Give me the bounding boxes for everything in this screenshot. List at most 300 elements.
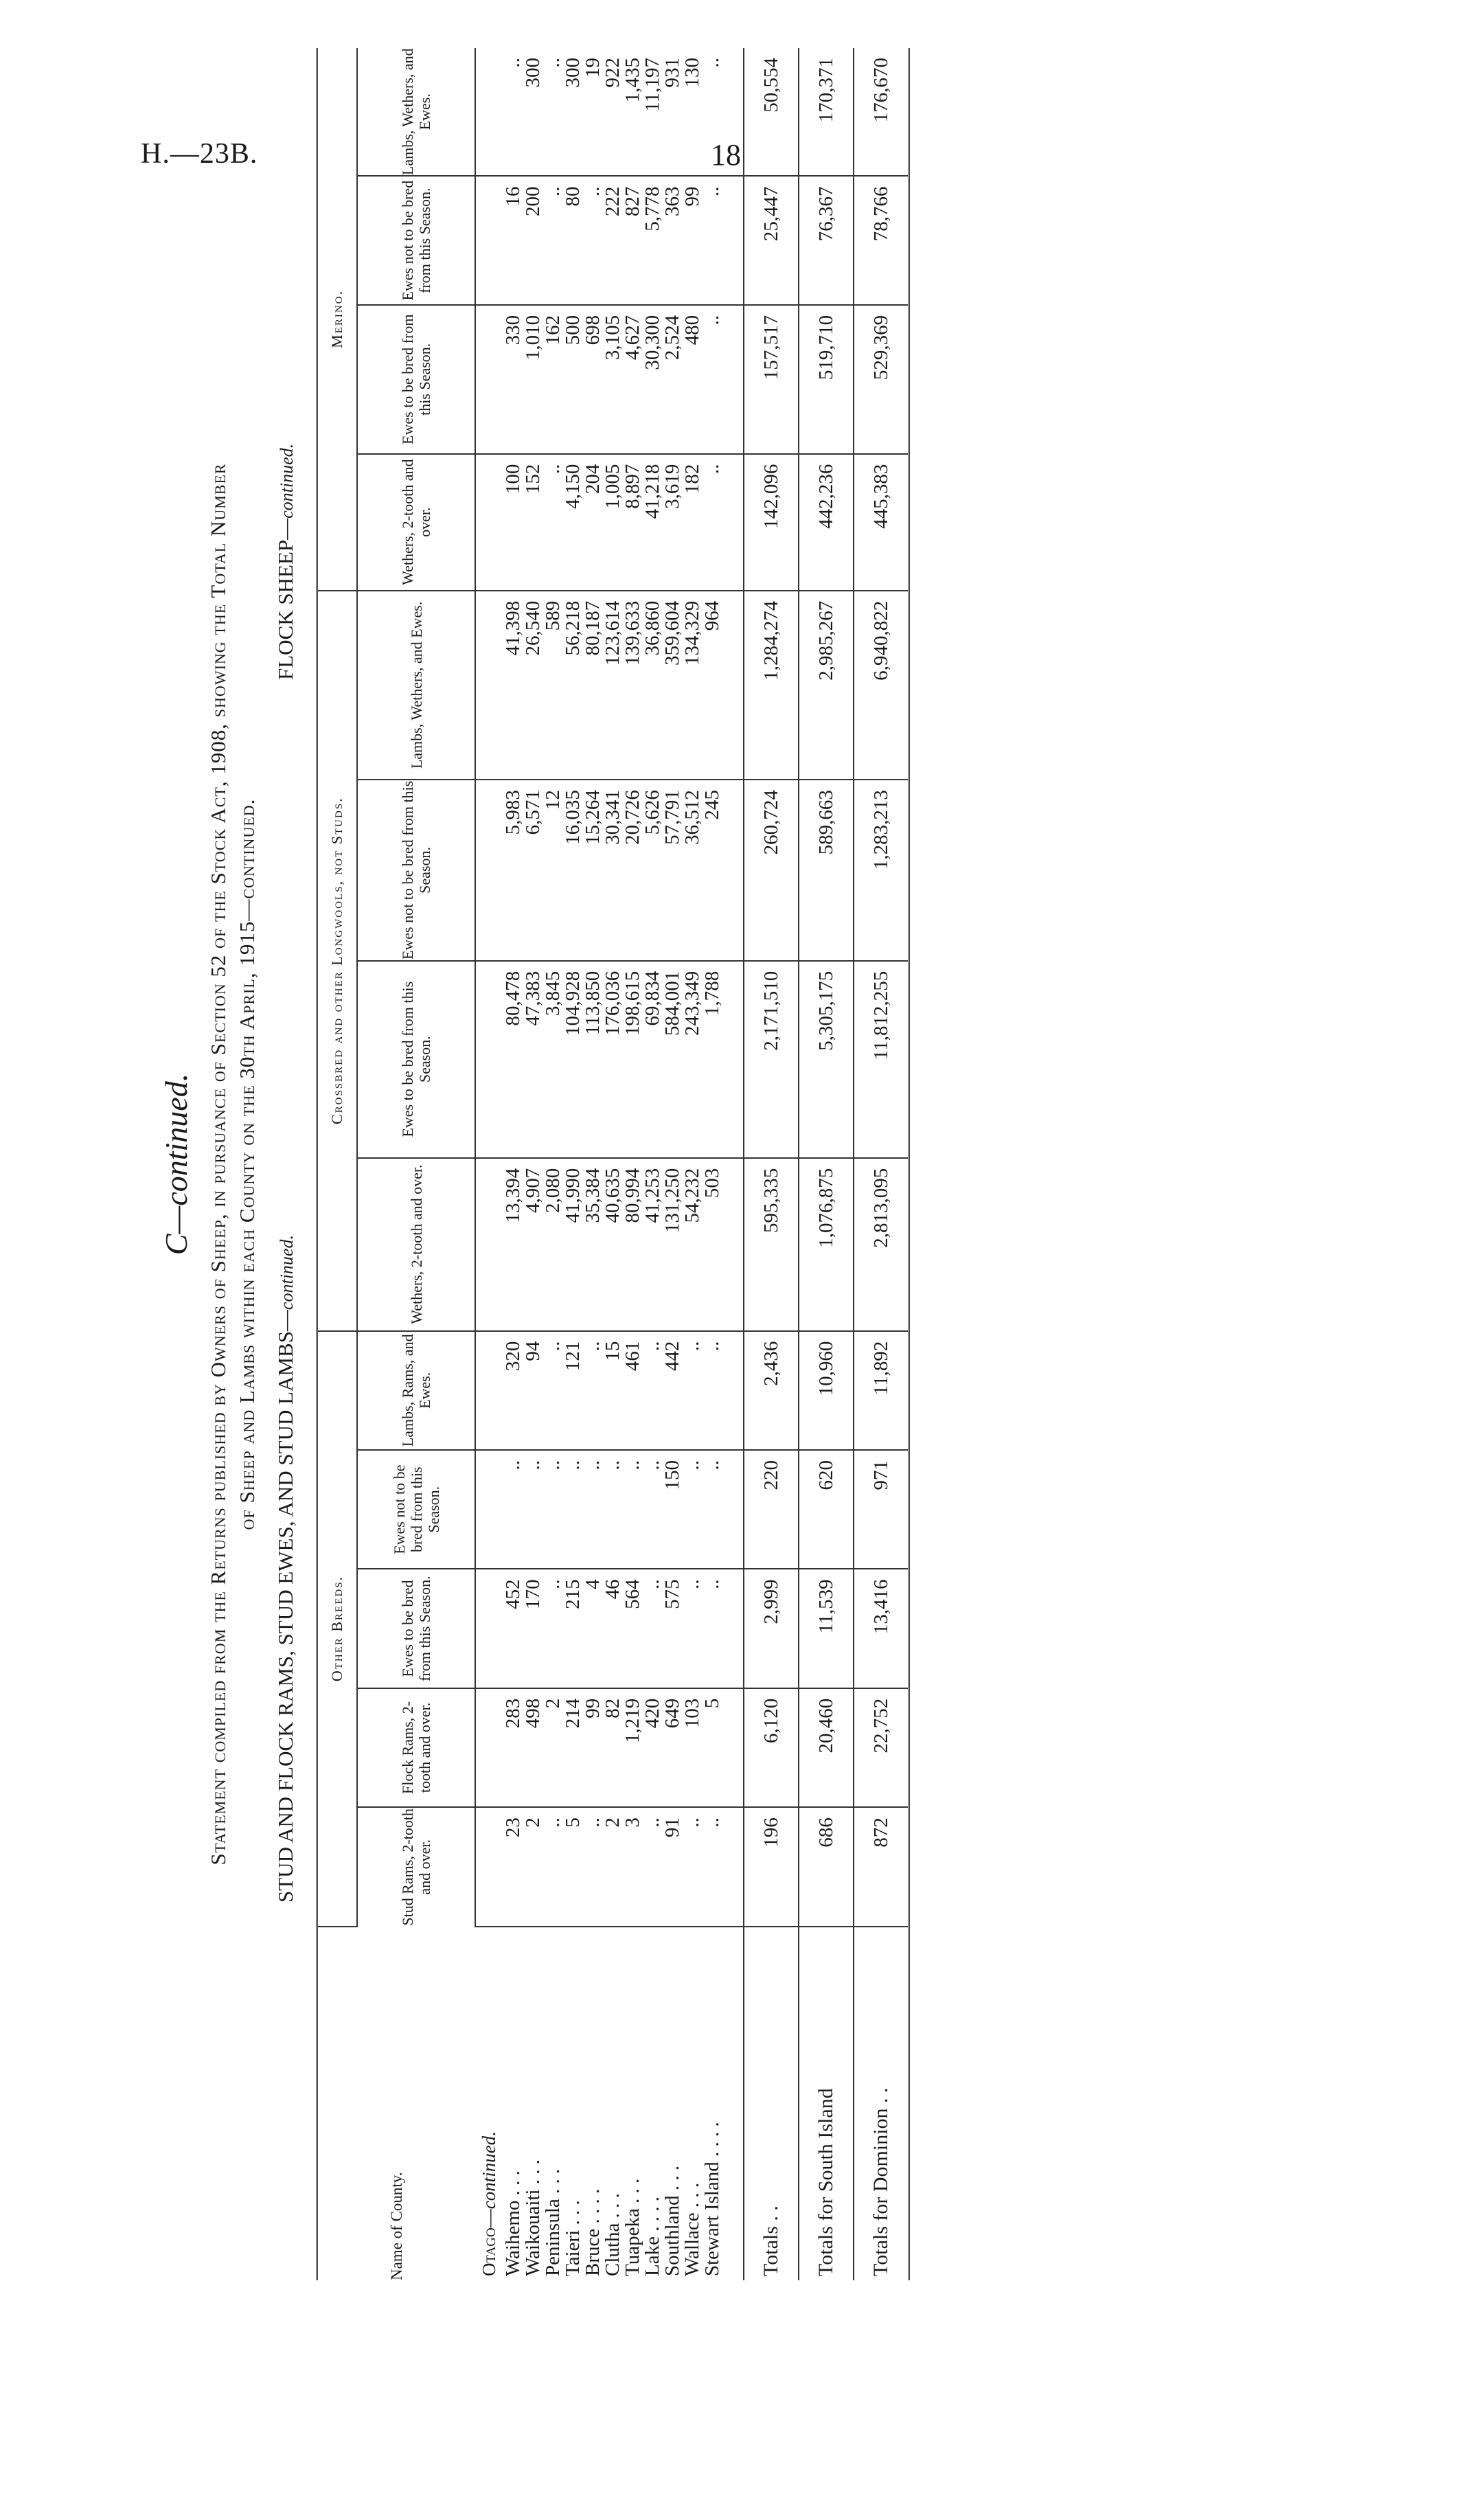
empty-cell — [475, 176, 503, 304]
value-cell: 220 — [744, 1450, 799, 1569]
county-name — [563, 1927, 583, 2280]
value-cell: 11,539 — [799, 1569, 854, 1688]
value-cell: 931 — [663, 48, 683, 176]
value-cell: 320 — [503, 1331, 523, 1450]
value-cell: 23 — [503, 1807, 523, 1926]
value-cell: .. — [583, 1331, 603, 1450]
empty-cell — [475, 1688, 503, 1807]
value-cell: .. — [703, 305, 722, 454]
value-cell: .. — [703, 48, 722, 176]
value-cell: 5,983 — [503, 780, 523, 961]
county-name — [663, 1927, 683, 2280]
empty-cell — [722, 1927, 744, 2280]
value-cell: .. — [543, 48, 563, 176]
value-cell: 80,187 — [583, 591, 603, 780]
value-cell: 2,999 — [744, 1569, 799, 1688]
value-cell: 82 — [603, 1688, 623, 1807]
county-name — [854, 1927, 909, 2280]
value-cell: .. — [503, 1450, 523, 1569]
leader-dots: . . — [869, 2087, 892, 2103]
value-cell: 80 — [563, 176, 583, 304]
value-cell: .. — [583, 176, 603, 304]
value-cell: 3,845 — [543, 961, 563, 1158]
empty-cell — [722, 1450, 744, 1569]
value-cell: 198,615 — [623, 961, 643, 1158]
value-cell: 445,383 — [854, 454, 909, 591]
value-cell: 76,367 — [799, 176, 854, 304]
value-cell: .. — [543, 454, 563, 591]
value-cell: 50,554 — [744, 48, 799, 176]
subheading-stud-text: STUD AND FLOCK RAMS, STUD EWES, AND STUD LAMBS— — [273, 1310, 297, 1903]
value-cell: 11,197 — [643, 48, 663, 176]
county-name — [603, 1927, 623, 2280]
value-cell: 964 — [703, 591, 722, 780]
value-cell: 5,626 — [643, 780, 663, 961]
value-cell: 150 — [663, 1450, 683, 1569]
column-header: Ewes to be bred from this Season. — [357, 305, 475, 454]
value-cell: 442 — [663, 1331, 683, 1450]
empty-cell — [722, 305, 744, 454]
empty-cell — [475, 1158, 503, 1331]
totals-row — [744, 48, 799, 2280]
value-cell: 2 — [523, 1807, 543, 1926]
value-cell: 196 — [744, 1807, 799, 1926]
value-cell: 503 — [703, 1158, 722, 1331]
value-cell: .. — [683, 1450, 703, 1569]
value-cell: 41,253 — [643, 1158, 663, 1331]
table-row — [643, 48, 663, 2280]
subheading-flock — [273, 444, 298, 680]
value-cell: 971 — [854, 1450, 909, 1569]
value-cell: .. — [703, 176, 722, 304]
leader-dots: . . — [760, 2205, 782, 2221]
county-name — [503, 1927, 523, 2280]
value-cell: 1,435 — [623, 48, 643, 176]
value-cell: 78,766 — [854, 176, 909, 304]
value-cell: 2,813,095 — [854, 1158, 909, 1331]
subheading-stud — [273, 1235, 298, 1903]
value-cell: 26,540 — [523, 591, 543, 780]
county-name-text: Lake . . — [641, 2216, 663, 2276]
empty-cell — [722, 961, 744, 1158]
county-name-text: Waihemo — [502, 2200, 524, 2276]
county-name-text: Taieri — [562, 2230, 584, 2276]
value-cell: .. — [703, 1569, 722, 1688]
table-row — [623, 48, 643, 2280]
group-header-other-breeds: Other Breeds. — [317, 1331, 358, 1927]
value-cell: 30,300 — [643, 305, 663, 454]
value-cell: 827 — [623, 176, 643, 304]
value-cell: 57,791 — [663, 780, 683, 961]
value-cell: .. — [683, 1331, 703, 1450]
value-cell: 16 — [503, 176, 523, 304]
value-cell: 12 — [543, 780, 563, 961]
table-row — [663, 48, 683, 2280]
empty-cell — [722, 1807, 744, 1926]
column-header: Ewes not to be bred from this Season. — [357, 780, 475, 961]
value-cell: 41,218 — [643, 454, 663, 591]
value-cell: 13,394 — [503, 1158, 523, 1331]
leader-dots: . . — [701, 2122, 723, 2137]
value-cell: .. — [643, 1450, 663, 1569]
empty-cell — [475, 1450, 503, 1569]
column-header: Lambs, Wethers, and Ewes. — [357, 591, 475, 780]
empty-cell — [475, 1569, 503, 1688]
value-cell: 41,990 — [563, 1158, 583, 1331]
empty-cell — [722, 780, 744, 961]
section-label-text: Otago— — [479, 2209, 499, 2276]
empty-cell — [722, 176, 744, 304]
county-name — [623, 1927, 643, 2280]
column-header: Wethers, 2-tooth and over. — [357, 1158, 475, 1331]
table-row — [563, 48, 583, 2280]
county-name — [799, 1927, 854, 2280]
value-cell: 215 — [563, 1569, 583, 1688]
value-cell: .. — [543, 1450, 563, 1569]
value-cell: 103 — [683, 1688, 703, 1807]
column-header: Wethers, 2-tooth and over. — [357, 454, 475, 591]
value-cell: 176,670 — [854, 48, 909, 176]
value-cell: 99 — [683, 176, 703, 304]
leader-dots: . . . — [542, 2168, 564, 2194]
value-cell: .. — [703, 1807, 722, 1926]
table-row — [603, 48, 623, 2280]
value-cell: 1,788 — [703, 961, 722, 1158]
value-cell: 35,384 — [583, 1158, 603, 1331]
value-cell: 4,150 — [563, 454, 583, 591]
value-cell: 2 — [603, 1807, 623, 1926]
leader-dots: . . . — [661, 2165, 683, 2191]
county-name-text: Wallace — [681, 2212, 703, 2276]
value-cell: 500 — [563, 305, 583, 454]
value-cell: 113,850 — [583, 961, 603, 1158]
subheading-stud-suffix: continued. — [277, 1235, 297, 1311]
value-cell: 330 — [503, 305, 523, 454]
value-cell: 170,371 — [799, 48, 854, 176]
totals-row — [854, 48, 909, 2280]
value-cell: 442,236 — [799, 454, 854, 591]
value-cell: 157,517 — [744, 305, 799, 454]
value-cell: 131,250 — [663, 1158, 683, 1331]
empty-cell — [475, 591, 503, 780]
county-name-text: Totals for South Island — [814, 2088, 837, 2276]
group-header-merino: Merino. — [317, 48, 358, 591]
value-cell: 6,120 — [744, 1688, 799, 1807]
value-cell: 99 — [583, 1688, 603, 1807]
totals-row — [799, 48, 854, 2280]
value-cell: 8,897 — [623, 454, 643, 591]
value-cell: 40,635 — [603, 1158, 623, 1331]
county-name — [643, 1927, 663, 2280]
empty-cell — [475, 1331, 503, 1450]
value-cell: 922 — [603, 48, 623, 176]
value-cell: 15 — [603, 1331, 623, 1450]
value-cell: 80,994 — [623, 1158, 643, 1331]
value-cell: 11,812,255 — [854, 961, 909, 1158]
value-cell: 698 — [583, 305, 603, 454]
value-cell: 1,219 — [623, 1688, 643, 1807]
value-cell: .. — [543, 1807, 563, 1926]
empty-cell — [475, 780, 503, 961]
value-cell: 139,633 — [623, 591, 643, 780]
county-name — [543, 1927, 563, 2280]
value-cell: 2,436 — [744, 1331, 799, 1450]
value-cell: 20,460 — [799, 1688, 854, 1807]
value-cell: 6,571 — [523, 780, 543, 961]
value-cell: 80,478 — [503, 961, 523, 1158]
value-cell: 2 — [543, 1688, 563, 1807]
value-cell: .. — [563, 1450, 583, 1569]
value-cell: 589,663 — [799, 780, 854, 961]
empty-cell — [722, 48, 744, 176]
county-name-text: Tuapeka — [621, 2208, 643, 2276]
county-name-text: Clutha — [602, 2223, 624, 2276]
value-cell: 204 — [583, 454, 603, 591]
value-cell: 595,335 — [744, 1158, 799, 1331]
value-cell: 54,232 — [683, 1158, 703, 1331]
value-cell: 3 — [623, 1807, 643, 1926]
county-name-text: Totals — [760, 2226, 782, 2276]
value-cell: 1,283,213 — [854, 780, 909, 961]
leader-dots: . . — [641, 2197, 663, 2212]
value-cell: .. — [703, 454, 722, 591]
value-cell: 461 — [623, 1331, 643, 1450]
value-cell: 130 — [683, 48, 703, 176]
column-header: Ewes not to be bred from this Season. — [357, 176, 475, 304]
value-cell: 480 — [683, 305, 703, 454]
value-cell: 2,171,510 — [744, 961, 799, 1158]
value-cell: 300 — [523, 48, 543, 176]
value-cell: .. — [643, 1807, 663, 1926]
value-cell: 91 — [663, 1807, 683, 1926]
table-row — [543, 48, 563, 2280]
sheep-statement-table — [316, 48, 910, 2280]
value-cell: 4,907 — [523, 1158, 543, 1331]
group-header-crossbred: Crossbred and other Longwools, not Studs. — [317, 591, 358, 1331]
value-cell: 452 — [503, 1569, 523, 1688]
value-cell: 4 — [583, 1569, 603, 1688]
county-name-text: Totals for Dominion — [869, 2108, 892, 2276]
value-cell: 22,752 — [854, 1688, 909, 1807]
table-body — [475, 48, 909, 2280]
value-cell: 363 — [663, 176, 683, 304]
value-cell: .. — [543, 1569, 563, 1688]
value-cell: 56,218 — [563, 591, 583, 780]
value-cell: .. — [683, 1569, 703, 1688]
value-cell: 16,035 — [563, 780, 583, 961]
value-cell: 104,928 — [563, 961, 583, 1158]
empty-cell — [722, 1569, 744, 1688]
value-cell: .. — [703, 1331, 722, 1450]
value-cell: 420 — [643, 1688, 663, 1807]
value-cell: 2,985,267 — [799, 591, 854, 780]
value-cell: 47,383 — [523, 961, 543, 1158]
value-cell: 1,076,875 — [799, 1158, 854, 1331]
value-cell: .. — [683, 1807, 703, 1926]
county-name — [703, 1927, 722, 2280]
empty-cell — [475, 454, 503, 591]
leader-dots: . . . — [602, 2193, 624, 2219]
value-cell: 2,080 — [543, 1158, 563, 1331]
value-cell: 170 — [523, 1569, 543, 1688]
value-cell: .. — [643, 1569, 663, 1688]
subheading-flock-suffix: continued. — [277, 443, 297, 519]
value-cell: 5 — [703, 1688, 722, 1807]
empty-cell — [475, 305, 503, 454]
leader-dots: . . . — [562, 2200, 584, 2225]
value-cell: 94 — [523, 1331, 543, 1450]
value-cell: 260,724 — [744, 780, 799, 961]
county-name — [523, 1927, 543, 2280]
value-cell: 529,369 — [854, 305, 909, 454]
value-cell: .. — [703, 1450, 722, 1569]
county-name-text: Bruce . . — [582, 2208, 604, 2276]
table-row — [583, 48, 603, 2280]
value-cell: 5,778 — [643, 176, 663, 304]
empty-cell — [722, 1158, 744, 1331]
value-cell: 649 — [663, 1688, 683, 1807]
value-cell: 36,512 — [683, 780, 703, 961]
leader-dots: . . . — [621, 2178, 643, 2203]
value-cell: .. — [543, 1331, 563, 1450]
value-cell: .. — [603, 1450, 623, 1569]
county-name — [744, 1927, 799, 2280]
value-cell: 214 — [563, 1688, 583, 1807]
value-cell: 1,010 — [523, 305, 543, 454]
value-cell: 243,349 — [683, 961, 703, 1158]
value-cell: 5,305,175 — [799, 961, 854, 1158]
continued-label: C—continued. — [159, 1073, 194, 1256]
name-of-county-header: Name of County. — [387, 2172, 405, 2280]
page-number: 18 — [711, 138, 741, 172]
value-cell: 6,940,822 — [854, 591, 909, 780]
spacer-row — [722, 48, 744, 2280]
subheading-flock-text: FLOCK SHEEP— — [273, 518, 297, 680]
value-cell: 15,264 — [583, 780, 603, 961]
column-header: Lambs, Wethers, and Ewes. — [357, 48, 475, 176]
value-cell: 1,005 — [603, 454, 623, 591]
column-header: Ewes not to be bred from this Season. — [357, 1450, 475, 1569]
column-header: Ewes to be bred from this Season. — [357, 961, 475, 1158]
section-label — [475, 1927, 503, 2280]
county-name-text: Peninsula — [542, 2199, 564, 2276]
value-cell: 176,036 — [603, 961, 623, 1158]
county-name-text: Stewart Island . . — [701, 2142, 723, 2276]
section-label-suffix: continued. — [479, 2131, 499, 2210]
value-cell: 13,416 — [854, 1569, 909, 1688]
value-cell: 245 — [703, 780, 722, 961]
value-cell: 589 — [543, 591, 563, 780]
county-name-text: Southland — [661, 2195, 683, 2276]
leader-dots: . . . — [502, 2170, 524, 2196]
value-cell: 100 — [503, 454, 523, 591]
value-cell: .. — [583, 1807, 603, 1926]
value-cell: .. — [583, 1450, 603, 1569]
county-name — [583, 1927, 603, 2280]
value-cell: 686 — [799, 1807, 854, 1926]
rotated-statement — [158, 48, 1394, 2280]
page-code: H.—23B. — [141, 138, 258, 170]
value-cell: .. — [643, 1331, 663, 1450]
empty-cell — [475, 48, 503, 176]
leader-dots: . . . — [681, 2182, 703, 2208]
value-cell: 123,614 — [603, 591, 623, 780]
statement-heading-line2: of Sheep and Lambs within each County on the 30th April, 1915—continued. — [235, 798, 259, 1530]
value-cell: 3,105 — [603, 305, 623, 454]
table-row — [703, 48, 722, 2280]
value-cell: 872 — [854, 1807, 909, 1926]
value-cell: 46 — [603, 1569, 623, 1688]
value-cell: 19 — [583, 48, 603, 176]
value-cell: .. — [543, 176, 563, 304]
value-cell: 283 — [503, 1688, 523, 1807]
value-cell: 25,447 — [744, 176, 799, 304]
value-cell: 36,860 — [643, 591, 663, 780]
leader-dots: . . — [582, 2188, 604, 2204]
value-cell: 498 — [523, 1688, 543, 1807]
value-cell: 5 — [563, 1807, 583, 1926]
value-cell: 20,726 — [623, 780, 643, 961]
column-header: Lambs, Rams, and Ewes. — [357, 1331, 475, 1450]
statement-heading-line1: Statement compiled from the Returns published by Owners of Sheep, in pursuance of Section 52 of the Stock Act, 1908, showing the Total Number — [206, 463, 230, 1865]
table-row — [503, 48, 523, 2280]
value-cell: 1,284,274 — [744, 591, 799, 780]
value-cell: 584,001 — [663, 961, 683, 1158]
value-cell: 359,604 — [663, 591, 683, 780]
table-row — [683, 48, 703, 2280]
value-cell: 2,524 — [663, 305, 683, 454]
county-name — [683, 1927, 703, 2280]
column-header: Flock Rams, 2-tooth and over. — [357, 1688, 475, 1807]
empty-cell — [722, 591, 744, 780]
leader-dots: . . . — [522, 2159, 544, 2185]
value-cell: 200 — [523, 176, 543, 304]
value-cell: 564 — [623, 1569, 643, 1688]
value-cell: 41,398 — [503, 591, 523, 780]
value-cell: 300 — [563, 48, 583, 176]
empty-cell — [722, 1331, 744, 1450]
column-header: Stud Rams, 2-tooth and over. — [357, 1807, 475, 1926]
empty-cell — [475, 1807, 503, 1926]
section-row — [475, 48, 503, 2280]
value-cell: 575 — [663, 1569, 683, 1688]
value-cell: .. — [503, 48, 523, 176]
county-name-text: Waikouaiti — [522, 2189, 544, 2276]
value-cell: 142,096 — [744, 454, 799, 591]
value-cell: 519,710 — [799, 305, 854, 454]
value-cell: 11,892 — [854, 1331, 909, 1450]
column-header: Ewes to be bred from this Season. — [357, 1569, 475, 1688]
empty-cell — [722, 1688, 744, 1807]
value-cell: 69,834 — [643, 961, 663, 1158]
value-cell: 152 — [523, 454, 543, 591]
value-cell: .. — [623, 1450, 643, 1569]
empty-cell — [722, 454, 744, 591]
value-cell: 182 — [683, 454, 703, 591]
value-cell: 30,341 — [603, 780, 623, 961]
value-cell: 121 — [563, 1331, 583, 1450]
value-cell: 162 — [543, 305, 563, 454]
value-cell: 620 — [799, 1450, 854, 1569]
table-row — [523, 48, 543, 2280]
value-cell: .. — [523, 1450, 543, 1569]
group-header-row — [317, 48, 358, 2280]
value-cell: 222 — [603, 176, 623, 304]
value-cell: 134,329 — [683, 591, 703, 780]
value-cell: 10,960 — [799, 1331, 854, 1450]
empty-cell — [475, 961, 503, 1158]
value-cell: 3,619 — [663, 454, 683, 591]
